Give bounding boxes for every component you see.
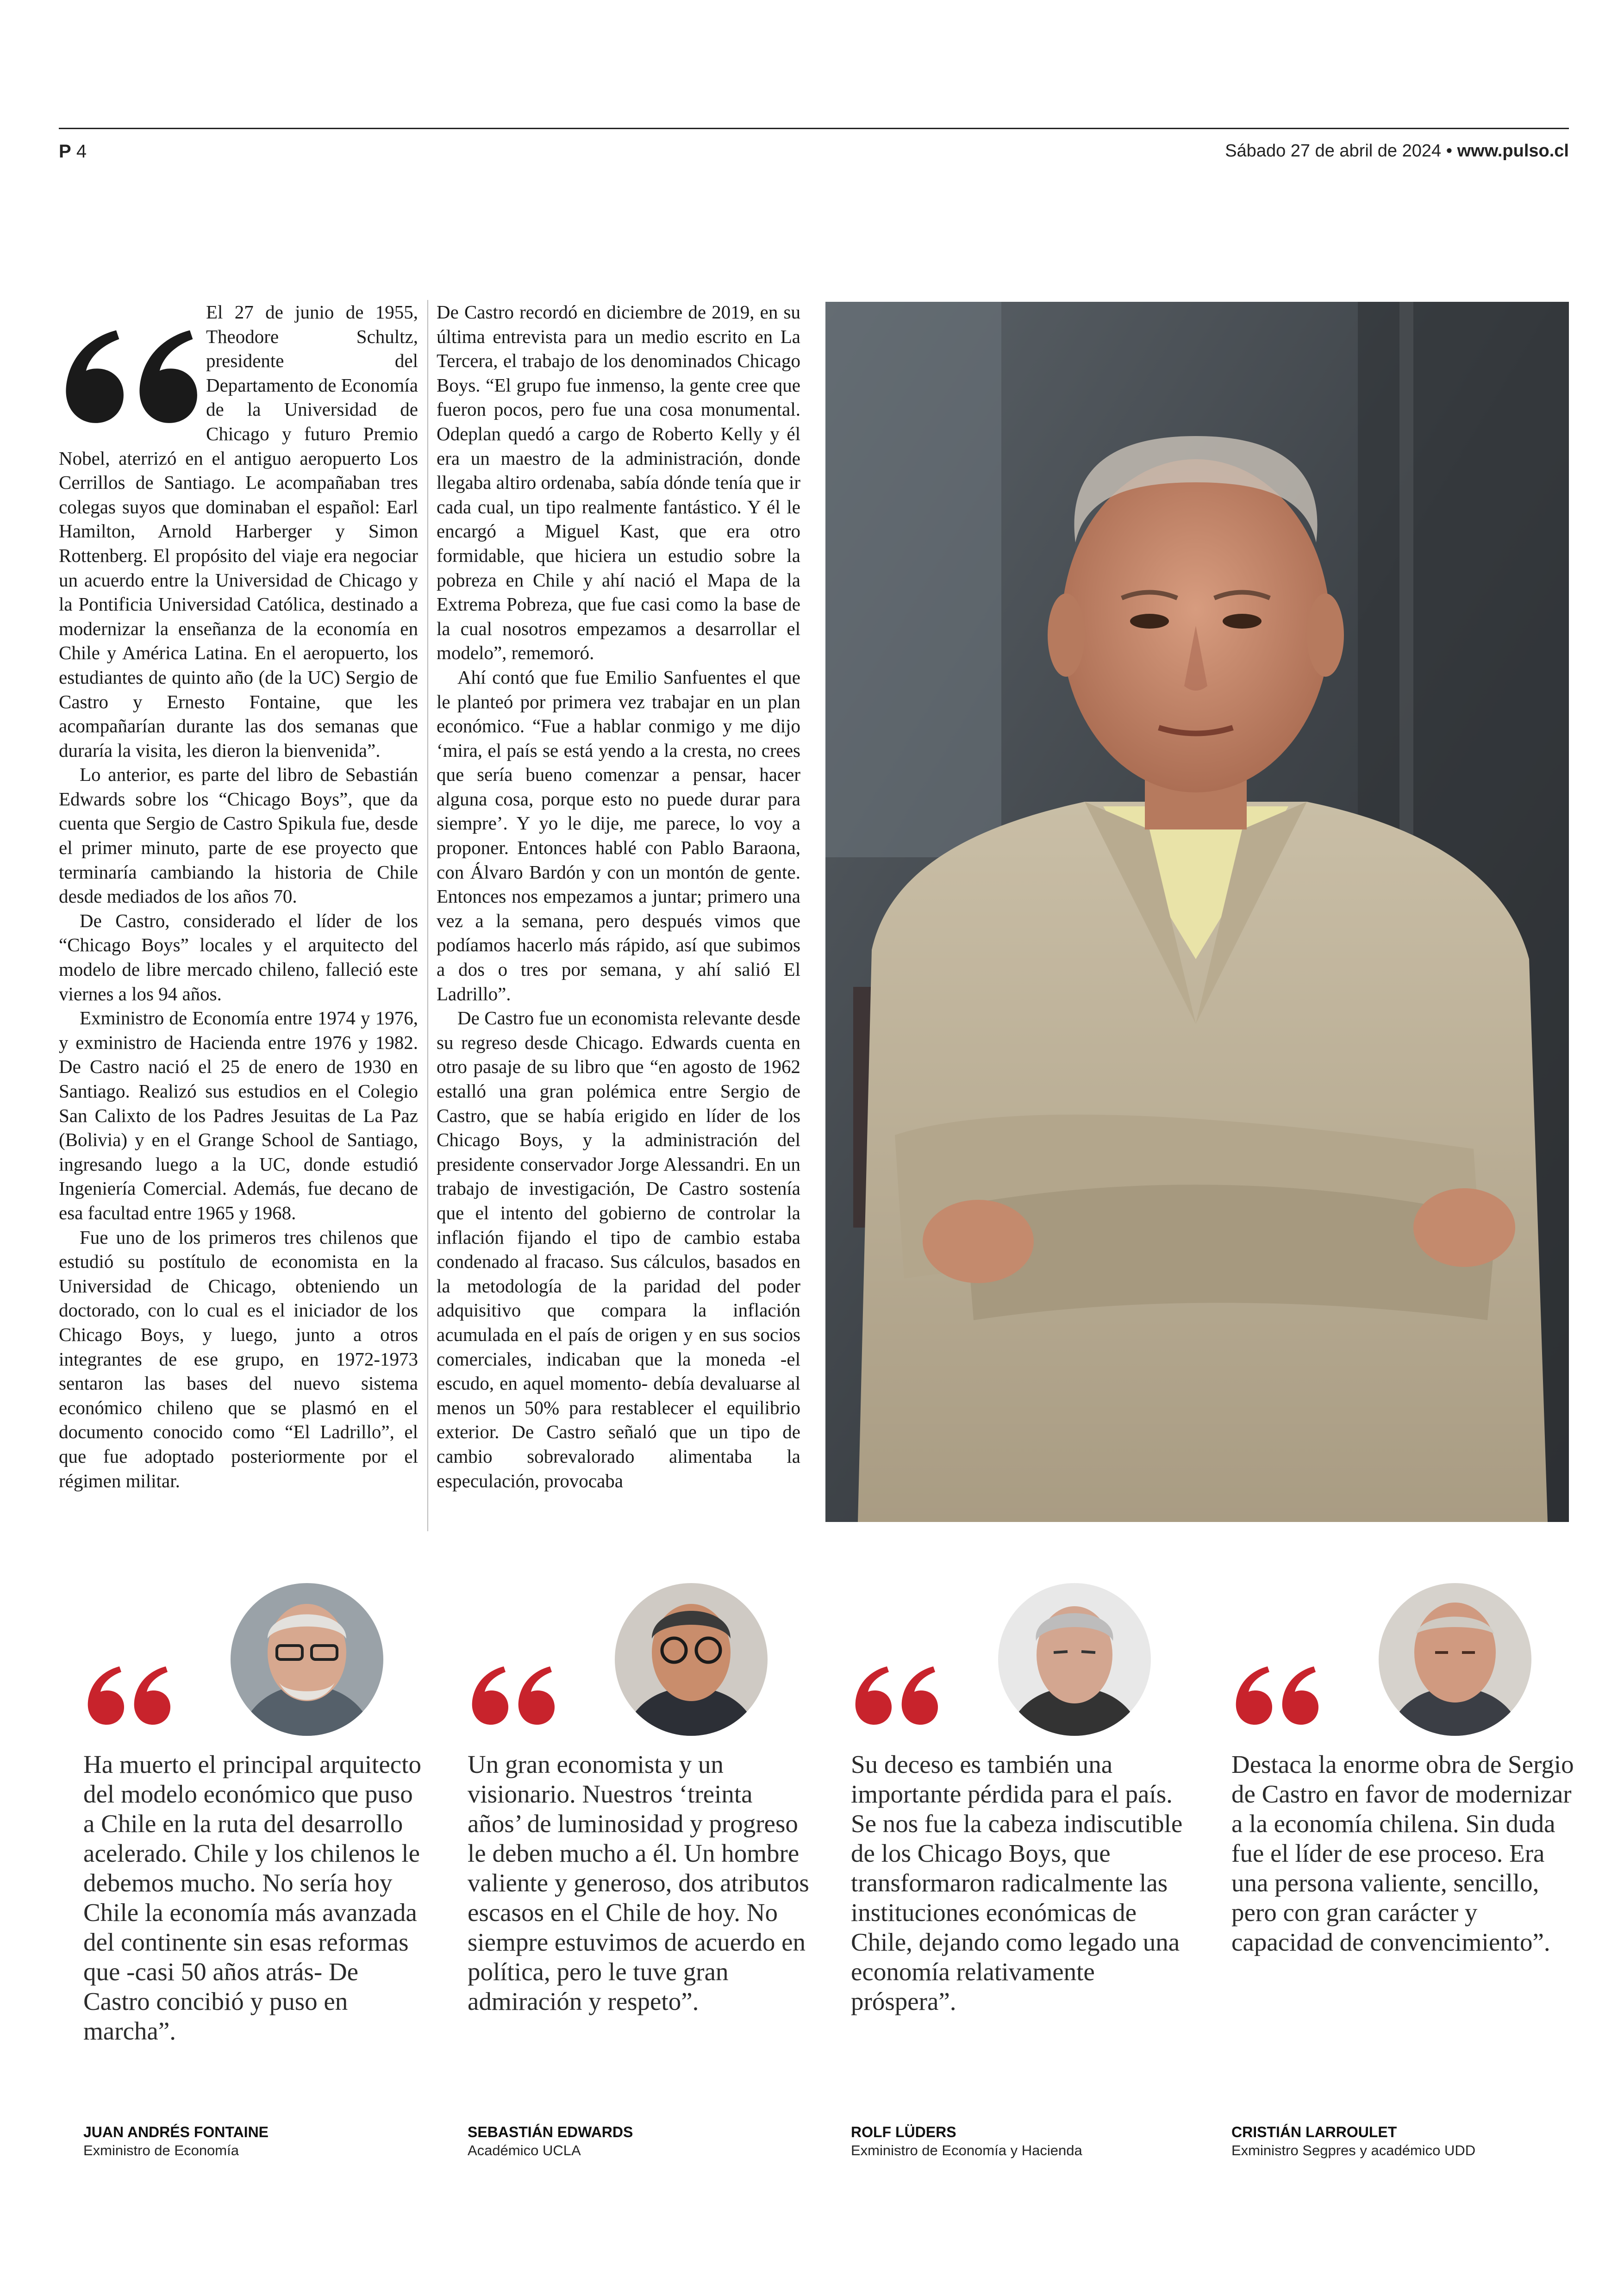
issue-date: Sábado 27 de abril de 2024 [1225,141,1442,161]
top-rule [59,128,1569,129]
portrait-photo [825,302,1569,1522]
dateline-separator: • [1446,141,1453,161]
article-paragraph: Ahí contó que fue Emilio Sanfuentes el que le planteó por primera vez trabajar en un plan económico. “Fue a hablar conmigo y me dijo ‘mira, el país se está yendo a la cresta, no crees que sería bueno comenzar a pensar, hacer alguna cosa, porque esto no puede durar para siempre’. Y yo le dije, me parece, lo voy a proponer. Entonces hablé con Pablo Baraona, con Álvaro Bardón y con un montón de gente. Entonces nos empezamos a juntar; primero una vez a la semana, pero después vimos que podíamos hacerlo más rápido, así que subimos a dos o tres por semana, y ahí salió El Ladrillo”. [437,666,800,1004]
quote-text: Su deceso es también una importante pérdida para el país. Se nos fue la cabeza indiscutible de los Chicago Boys, que transformaron radicalmente las instituciones económicas de Chile, dejando como legado una economía relativamente próspera”. [851,1750,1183,2015]
avatar [1379,1583,1531,1736]
quote-author: CRISTIÁN LARROULET [1231,2124,1397,2140]
quote-text: Destaca la enorme obra de Sergio de Castro en favor de modernizar a la economía chilena. Sin duda fue el líder de ese proceso. Era una persona valiente, sencillo, pero con gran carácter y capacidad de convencimiento”. [1231,1750,1574,1956]
quote-author: ROLF LÜDERS [851,2124,956,2140]
quote-author: SEBASTIÁN EDWARDS [468,2124,633,2140]
avatar [231,1583,383,1736]
avatar [615,1583,768,1736]
article-column-1 [59,300,418,1522]
article-paragraph: De Castro recordó en diciembre de 2019, en su última entrevista para un medio escrito en La Tercera, el trabajo de los denominados Chicago Boys. “El grupo fue inmenso, la gente cree que fueron pocos, pero fue una cosa monumental. Odeplan quedó a cargo de Roberto Kelly y él era un maestro de la administración, donde llegaba altiro ordenaba, sabía dónde tenía que ir cada cual, un tipo realmente fantástico. Y él le encargó a Miguel Kast, que era otro formidable, que hiciera un estudio sobre la pobreza en Chile y ahí nació el Mapa de la Extrema Pobreza, que fue casi como la base de la cual nosotros empezamos a desarrollar el modelo”, rememoró. [437,301,800,664]
column-divider [427,300,428,1531]
article-paragraph: De Castro, considerado el líder de los “Chicago Boys” locales y el arquitecto del modelo de libre mercado chileno, falleció este viernes a los 94 años. [59,910,418,1004]
quote-text: Ha muerto el principal arquitecto del modelo económico que puso a Chile en la ruta del desarrollo acelerado. Chile y los chilenos le debemos mucho. No sería hoy Chile la economía más avanzada del continente sin esas reformas que -casi 50 años atrás- De Castro concibió y puso en marcha”. [83,1750,421,2045]
article-paragraph: De Castro fue un economista relevante desde su regreso desde Chicago. Edwards cuenta en otro pasaje de su libro que “en agosto de 1962 estalló una gran polémica entre Sergio de Castro, que se había erigido en líder de los Chicago Boys, y la administración del presidente conservador Jorge Alessandri. En un trabajo de investigación, De Castro sostenía que el intento del gobierno de controlar la inflación fijando el tipo de cambio estaba condenado al fracaso. Sus cálculos, basados en la metodología de la paridad del poder adquisitivo que compara la inflación acumulada en el país de origen y en sus socios comerciales, indicaban que la moneda -el escudo, en aquel momento- debía devaluarse al menos un 50% para restablecer el equilibrio exterior. De Castro señaló que un tipo de cambio sobrevalorado alimentaba la especulación, provocaba [437,1007,800,1491]
red-quote-mark-icon [83,1657,176,1727]
avatar [998,1583,1151,1736]
dateline [1225,141,1569,161]
article-paragraph: Fue uno de los primeros tres chilenos que estudió su postítulo de economista en la Universidad de Chicago, obteniendo un doctorado, con lo cual es el iniciador de los Chicago Boys, y luego, junto a otros integrantes de ese grupo, en 1972-1973 sentaron las bases del nuevo sistema económico chileno que se plasmó en el documento conocido como “El Ladrillo”, el que fue adoptado posteriormente por el régimen militar. [59,1226,418,1491]
page-folio: P 4 [59,141,87,162]
quote-text: Un gran economista y un visionario. Nuestros ‘treinta años’ de luminosidad y progreso le deben mucho a él. Un hombre valiente y generoso, dos atributos escasos en el Chile de hoy. No siempre estuvimos de acuerdo en política, pero le tuve gran admiración y respeto”. [468,1750,809,2015]
quote-author-role: Exministro de Economía [83,2142,239,2158]
red-quote-mark-icon [1231,1657,1324,1727]
quote-author-role: Exministro Segpres y académico UDD [1231,2142,1476,2158]
red-quote-mark-icon [468,1657,560,1727]
article-paragraph: Exministro de Economía entre 1974 y 1976, y exministro de Hacienda entre 1976 y 1982. De Castro nació el 25 de enero de 1930 en Santiago. Realizó sus estudios en el Colegio San Calixto de los Padres Jesuitas de La Paz (Bolivia) y en el Grange School de Santiago, ingresando luego a la UC, donde estudió Ingeniería Comercial. Además, fue decano de esa facultad entre 1965 y 1968. [59,1007,418,1223]
quote-author-role: Exministro de Economía y Hacienda [851,2142,1082,2158]
article-column-2 [437,300,800,1522]
quote-author-role: Académico UCLA [468,2142,581,2158]
quote-author: JUAN ANDRÉS FONTAINE [83,2124,269,2140]
article-paragraph: El 27 de junio de 1955, Theodore Schultz, presidente del Departamento de Economía de la Universidad de Chicago y futuro Premio Nobel, aterrizó en el antiguo aeropuerto Los Cerrillos de Santiago. Le acompañaban tres colegas suyos que dominaban el español: Earl Hamilton, Arnold Harberger y Simon Rottenberg. El propósito del viaje era negociar un acuerdo entre la Universidad de Chicago y la Pontificia Universidad Católica, destinado a modernizar la enseñanza de la economía en Chile y América Latina. En el aeropuerto, los estudiantes de quinto año (de la UC) Sergio de Castro y Ernesto Fontaine, que les acompañarían durante las dos semanas que duraría la visita, les dieron la bienvenida”. [59,301,418,761]
article-paragraph: Lo anterior, es parte del libro de Sebastián Edwards sobre los “Chicago Boys”, que da cuenta que Sergio de Castro Spikula fue, desde el primer minuto, parte de ese proyecto que terminaría cambiando la historia de Chile desde mediados de los años 70. [59,764,418,907]
site-link[interactable]: www.pulso.cl [1457,141,1569,161]
red-quote-mark-icon [851,1657,943,1727]
lead-quote-mark-icon [59,309,206,432]
